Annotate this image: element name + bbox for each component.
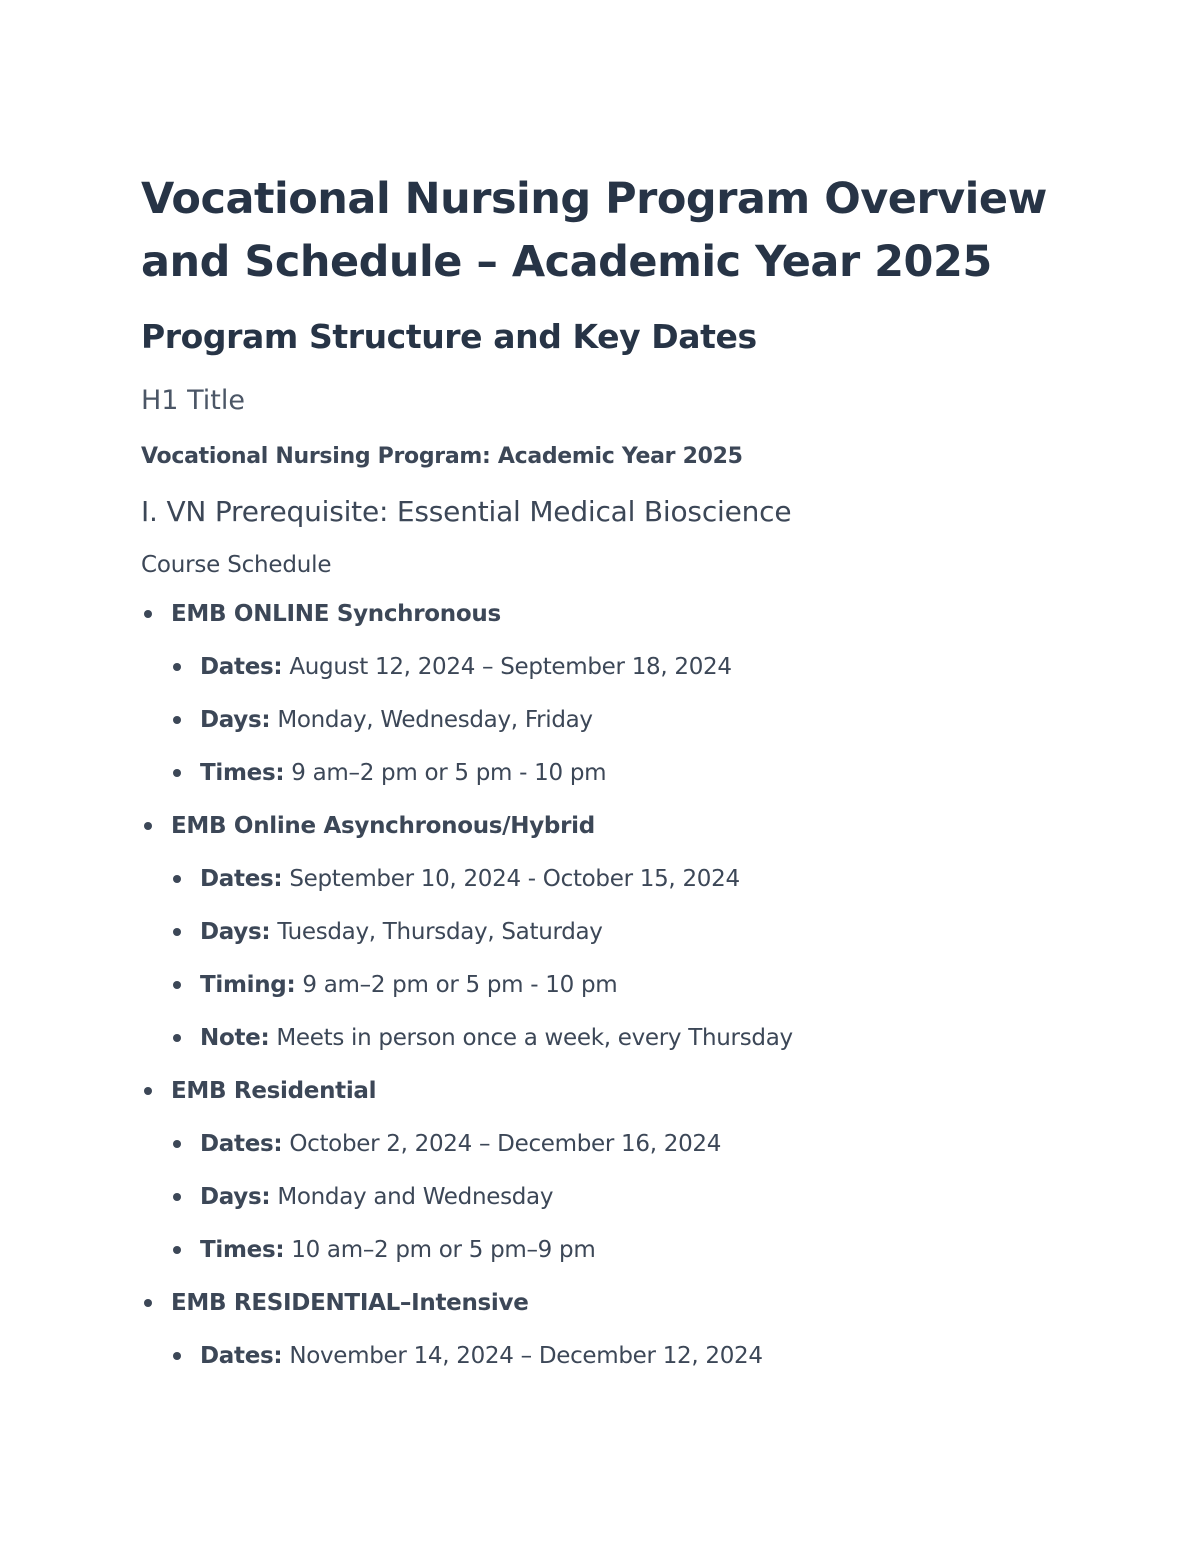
course-item [141,803,1061,1068]
detail-item [171,750,1061,803]
course-details [171,1333,1061,1386]
detail-label: Days: [200,919,271,945]
bullet-icon [144,822,152,830]
detail-item [171,1227,1061,1280]
course-name: EMB ONLINE Synchronous [171,591,1061,644]
course-item [141,1068,1061,1280]
detail-value: August 12, 2024 – September 18, 2024 [289,654,732,680]
bullet-icon [173,1140,181,1148]
document-title: Vocational Nursing Program Overview and Schedule – Academic Year 2025 [141,174,1047,287]
detail-label: Dates: [200,1131,283,1157]
detail-value: Monday and Wednesday [277,1184,554,1210]
bullet-icon [173,1034,181,1042]
course-item [141,1280,1061,1386]
bullet-icon [173,1352,181,1360]
detail-value: 10 am–2 pm or 5 pm–9 pm [291,1237,596,1263]
detail-label: Times: [200,1237,285,1263]
bullet-icon [173,875,181,883]
course-name: EMB RESIDENTIAL–Intensive [171,1280,1061,1333]
detail-value: 9 am–2 pm or 5 pm - 10 pm [302,972,618,998]
course-name: EMB Online Asynchronous/Hybrid [171,803,1061,856]
bullet-icon [173,716,181,724]
detail-label: Dates: [200,654,283,680]
bullet-icon [173,1193,181,1201]
detail-item [171,1333,1061,1386]
detail-item [171,697,1061,750]
bullet-icon [144,1087,152,1095]
detail-label: Days: [200,1184,271,1210]
detail-value: September 10, 2024 - October 15, 2024 [289,866,740,892]
course-details [171,856,1061,1068]
detail-item [171,962,1061,1015]
course-details [171,644,1061,803]
schedule-label: Course Schedule [141,552,332,578]
detail-label: Note: [200,1025,270,1051]
detail-label: Days: [200,707,271,733]
bullet-icon [173,663,181,671]
subsection-title: I. VN Prerequisite: Essential Medical Bioscience [141,495,792,528]
detail-item [171,1174,1061,1227]
course-name: EMB Residential [171,1068,1061,1121]
detail-value: October 2, 2024 – December 16, 2024 [289,1131,722,1157]
course-item [141,591,1061,803]
bullet-icon [173,928,181,936]
bullet-icon [173,981,181,989]
detail-value: 9 am–2 pm or 5 pm - 10 pm [291,760,607,786]
bullet-icon [173,1246,181,1254]
detail-item [171,856,1061,909]
detail-value: Tuesday, Thursday, Saturday [277,919,603,945]
detail-label: Times: [200,760,285,786]
detail-value: Monday, Wednesday, Friday [277,707,593,733]
detail-item [171,909,1061,962]
detail-value: November 14, 2024 – December 12, 2024 [289,1343,763,1369]
program-heading: Vocational Nursing Program: Academic Year 2025 [141,444,743,469]
detail-value: Meets in person once a week, every Thursday [276,1025,793,1051]
detail-item [171,1121,1061,1174]
detail-item [171,644,1061,697]
bullet-icon [144,610,152,618]
detail-label: Timing: [200,972,296,998]
bullet-icon [144,1299,152,1307]
detail-item [171,1015,1061,1068]
detail-label: Dates: [200,866,283,892]
course-list [141,591,1061,1386]
detail-label: Dates: [200,1343,283,1369]
bullet-icon [173,769,181,777]
course-details [171,1121,1061,1280]
document-page [141,168,1061,1386]
h1-label: H1 Title [141,385,245,416]
section-title: Program Structure and Key Dates [141,317,757,356]
